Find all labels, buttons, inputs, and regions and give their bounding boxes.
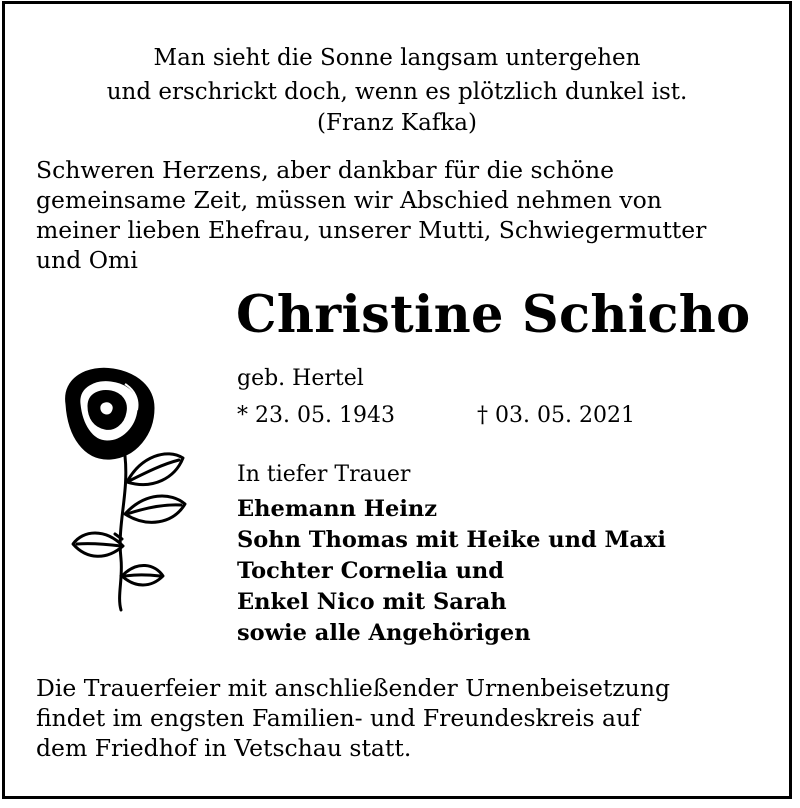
intro-text (36, 155, 770, 275)
mourner: Enkel Nico mit Sarah (237, 589, 507, 615)
rose-icon (55, 364, 190, 614)
quote-line: Man sieht die Sonne langsam untergehen (153, 45, 641, 71)
birth-date: * 23. 05. 1943 (237, 403, 395, 428)
death-date: † 03. 05. 2021 (477, 403, 635, 428)
funeral-line: findet im engsten Familien- und Freundeskreis auf (36, 704, 640, 732)
quote-author: (Franz Kafka) (317, 110, 477, 136)
obituary-notice (2, 1, 792, 799)
funeral-info (36, 673, 770, 763)
mourning-heading: In tiefer Trauer (237, 462, 411, 487)
mourners-list (237, 494, 666, 649)
intro-line: und Omi (36, 246, 138, 274)
quote-line: und erschrickt doch, wenn es plötzlich dunkel ist. (106, 79, 688, 105)
mourner: sowie alle Angehörigen (237, 620, 531, 646)
mourner: Tochter Cornelia und (237, 558, 505, 584)
intro-line: Schweren Herzens, aber dankbar für die schöne (36, 156, 615, 184)
mourner: Ehemann Heinz (237, 496, 438, 522)
birth-name: geb. Hertel (237, 366, 364, 391)
life-dates (237, 401, 635, 431)
mourner: Sohn Thomas mit Heike und Maxi (237, 527, 666, 553)
funeral-line: Die Trauerfeier mit anschließender Urnenbeisetzung (36, 674, 670, 702)
funeral-line: dem Friedhof in Vetschau statt. (36, 734, 412, 762)
intro-line: meiner lieben Ehefrau, unserer Mutti, Schwiegermutter (36, 216, 707, 244)
deceased-name: Christine Schicho (236, 285, 751, 345)
intro-line: gemeinsame Zeit, müssen wir Abschied nehmen von (36, 186, 662, 214)
